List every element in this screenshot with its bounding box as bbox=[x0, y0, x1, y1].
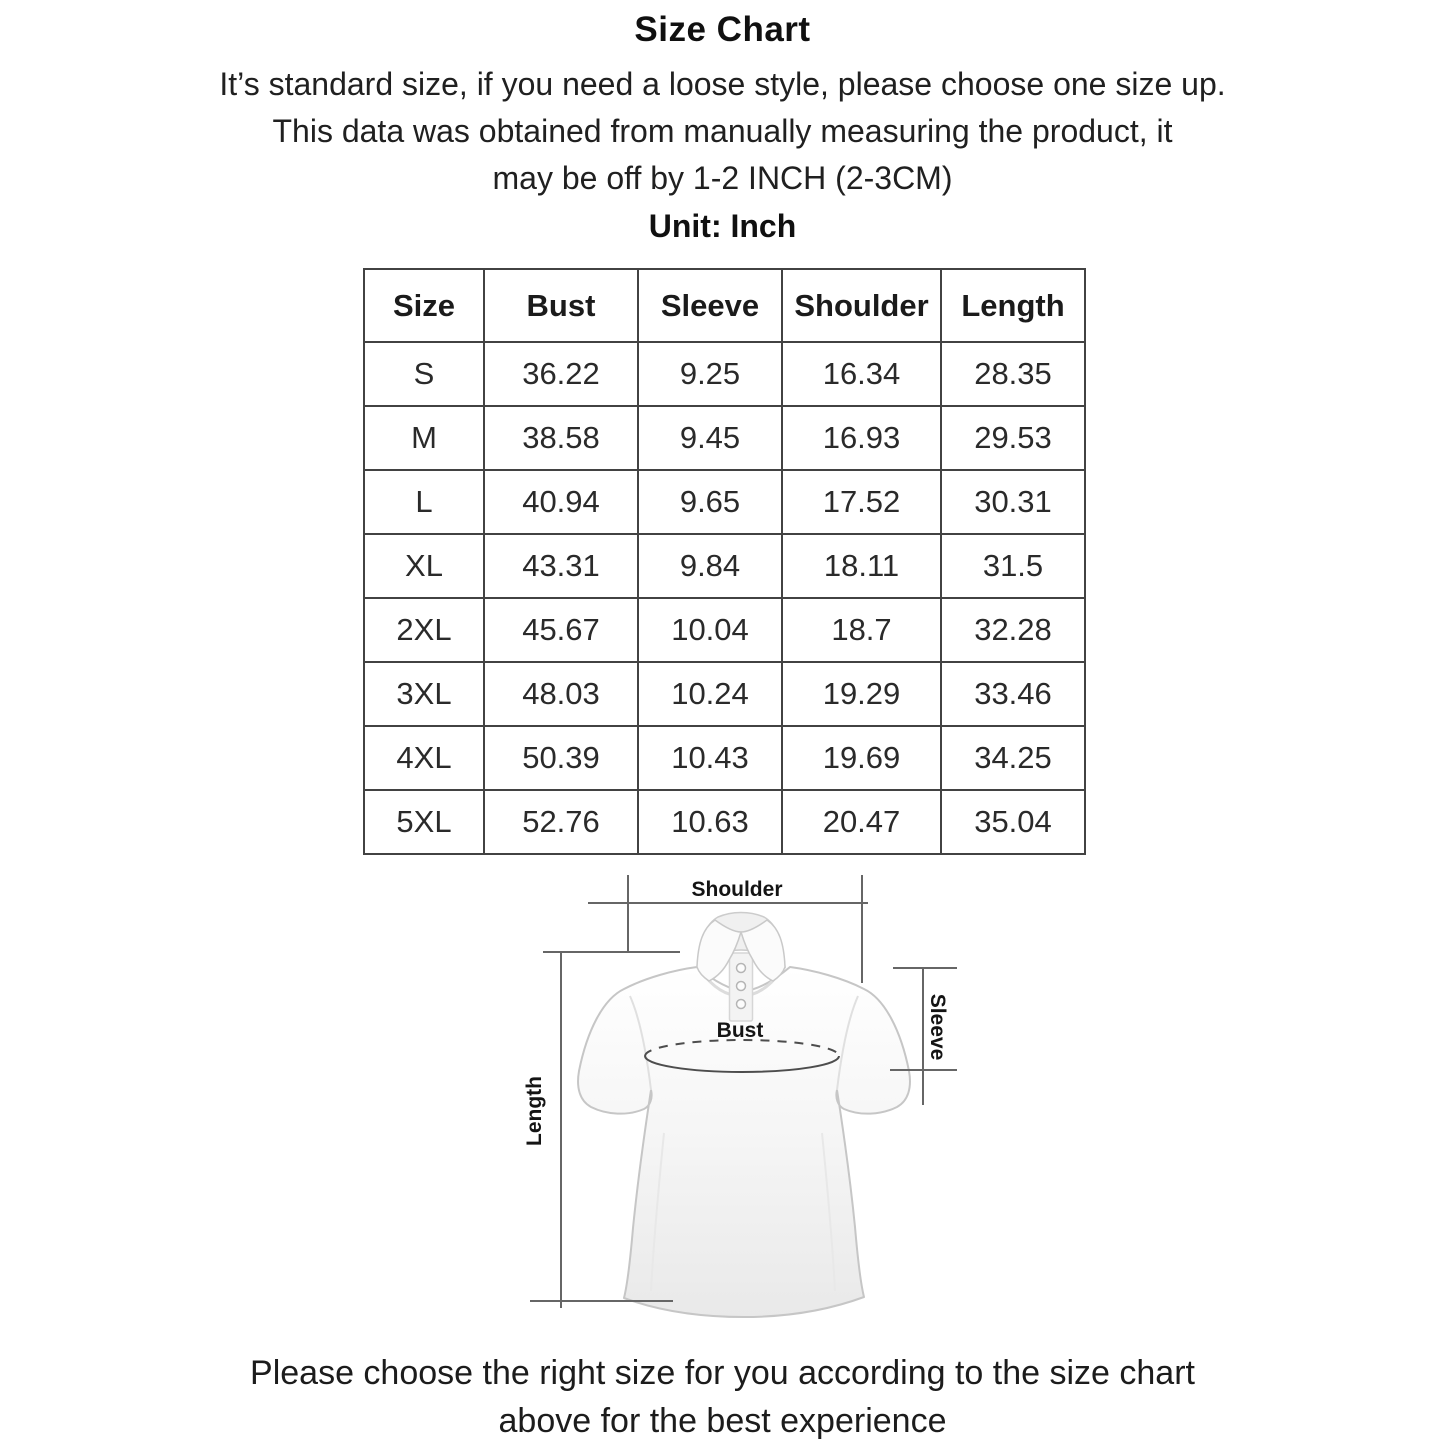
measurement-diagram bbox=[0, 865, 1445, 1335]
table-cell: XL bbox=[364, 534, 484, 598]
button bbox=[737, 1000, 746, 1009]
table-cell: 17.52 bbox=[782, 470, 941, 534]
table-cell: 36.22 bbox=[484, 342, 638, 406]
column-header-sleeve: Sleeve bbox=[638, 269, 782, 342]
table-cell: 48.03 bbox=[484, 662, 638, 726]
table-cell: 16.34 bbox=[782, 342, 941, 406]
table-row bbox=[364, 598, 1085, 662]
table-cell: 19.29 bbox=[782, 662, 941, 726]
intro-line: This data was obtained from manually measuring the product, it bbox=[272, 113, 1173, 149]
table-cell: 3XL bbox=[364, 662, 484, 726]
length-label: Length bbox=[523, 1076, 546, 1146]
table-row bbox=[364, 406, 1085, 470]
table-cell: 20.47 bbox=[782, 790, 941, 854]
column-header-shoulder: Shoulder bbox=[782, 269, 941, 342]
table-cell: 18.7 bbox=[782, 598, 941, 662]
table-header-row bbox=[364, 269, 1085, 342]
page-title: Size Chart bbox=[634, 10, 811, 49]
table-row bbox=[364, 662, 1085, 726]
intro-line: may be off by 1-2 INCH (2-3CM) bbox=[492, 160, 953, 196]
column-header-length: Length bbox=[941, 269, 1085, 342]
table-row bbox=[364, 470, 1085, 534]
polo-shirt-illustration bbox=[578, 913, 910, 1318]
column-header-size: Size bbox=[364, 269, 484, 342]
intro-text bbox=[0, 61, 1445, 202]
table-cell: 10.24 bbox=[638, 662, 782, 726]
table-cell: 52.76 bbox=[484, 790, 638, 854]
table-cell: 40.94 bbox=[484, 470, 638, 534]
table-cell: 50.39 bbox=[484, 726, 638, 790]
table-cell: L bbox=[364, 470, 484, 534]
table-cell: 43.31 bbox=[484, 534, 638, 598]
table-cell: 2XL bbox=[364, 598, 484, 662]
table-cell: 35.04 bbox=[941, 790, 1085, 854]
footer-line: Please choose the right size for you according to the size chart bbox=[250, 1354, 1195, 1392]
column-header-bust: Bust bbox=[484, 269, 638, 342]
table-cell: 31.5 bbox=[941, 534, 1085, 598]
table-cell: 32.28 bbox=[941, 598, 1085, 662]
table-cell: 9.65 bbox=[638, 470, 782, 534]
table-row bbox=[364, 534, 1085, 598]
size-table bbox=[363, 268, 1086, 855]
table-cell: 9.45 bbox=[638, 406, 782, 470]
table-cell: 19.69 bbox=[782, 726, 941, 790]
table-cell: S bbox=[364, 342, 484, 406]
table-cell: 9.84 bbox=[638, 534, 782, 598]
table-cell: 5XL bbox=[364, 790, 484, 854]
table-row bbox=[364, 342, 1085, 406]
table-cell: 10.43 bbox=[638, 726, 782, 790]
table-cell: 18.11 bbox=[782, 534, 941, 598]
sleeve-label: Sleeve bbox=[926, 993, 949, 1061]
table-cell: 28.35 bbox=[941, 342, 1085, 406]
table-cell: 34.25 bbox=[941, 726, 1085, 790]
table-row bbox=[364, 790, 1085, 854]
footer-line: above for the best experience bbox=[498, 1402, 947, 1440]
table-cell: 30.31 bbox=[941, 470, 1085, 534]
table-cell: 4XL bbox=[364, 726, 484, 790]
table-cell: 10.63 bbox=[638, 790, 782, 854]
button bbox=[737, 982, 746, 991]
footer-note bbox=[0, 1349, 1445, 1445]
table-cell: 33.46 bbox=[941, 662, 1085, 726]
table-row bbox=[364, 726, 1085, 790]
table-cell: 38.58 bbox=[484, 406, 638, 470]
table-cell: M bbox=[364, 406, 484, 470]
shoulder-label: Shoulder bbox=[691, 878, 783, 901]
table-cell: 29.53 bbox=[941, 406, 1085, 470]
unit-label: Unit: Inch bbox=[648, 208, 797, 244]
bust-label: Bust bbox=[716, 1019, 764, 1042]
intro-line: It’s standard size, if you need a loose style, please choose one size up. bbox=[219, 66, 1226, 102]
table-cell: 10.04 bbox=[638, 598, 782, 662]
table-cell: 16.93 bbox=[782, 406, 941, 470]
button bbox=[737, 964, 746, 973]
table-cell: 45.67 bbox=[484, 598, 638, 662]
table-cell: 9.25 bbox=[638, 342, 782, 406]
